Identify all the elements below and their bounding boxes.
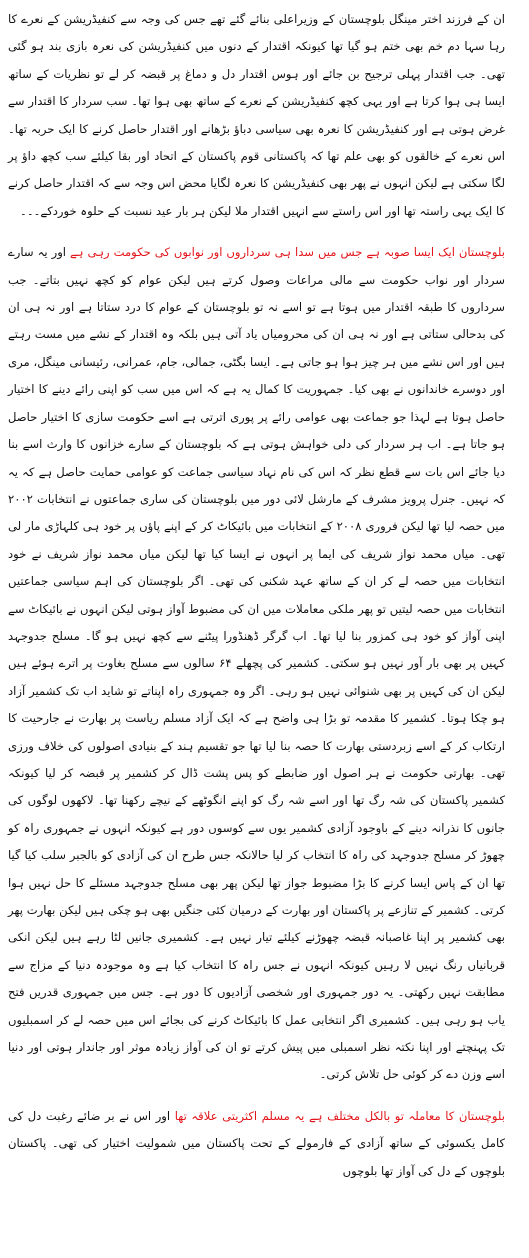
paragraph-3-highlight: بلوچستان کا معاملہ تو بالکل مختلف ہے یہ مسلم اکثریتی علاقہ تھا — [174, 1108, 505, 1123]
paragraph-1-text: ان کے فرزند اختر مینگل بلوچستان کے وزیراعلی بنائے گئے تھے جس کی وجہ سے کنفیڈریشن کے نعرے کا رہا سہا دم خم بھی ختم ہو گیا تھا کیونکہ اقتدار کے دنوں میں کنفیڈریشن کی نعرہ بازی بند ہو گئی تھی۔ جب اقتدار پہلی ترجیح بن جائے اور ہوس اقتدار دل و دماغ پر قبضہ کر لے تو نظریات کے ساتھ ایسا ہی ہوا کرتا ہے اور یہی کچھ کنفیڈریشن کے نعرے کے ساتھ بھی ہوا تھا۔ سب سردار کا اقتدار سے غرض ہوتی ہے اور کنفیڈریشن کا نعرہ بھی سیاسی دباؤ بڑھانے اور اقتدار حاصل کرنے کا ایک حربہ تھا۔ اس نعرے کے خالقوں کو بھی علم تھا کہ پاکستانی قوم پاکستان کے اتحاد اور بقا کیلئے سب کچھ داؤ پر لگا سکتی ہے لیکن انہوں نے پھر بھی کنفیڈریشن کا نعرہ لگایا محض اس وجہ سے کہ اقتدار حاصل کرنے کا ایک یہی راستہ تھا اور اس راستے سے انہیں اقتدار ملا لیکن ہر بار عید نسبت کے حلوہ خوردکے۔۔۔ — [8, 12, 505, 218]
paragraph-1 — [8, 6, 505, 225]
paragraph-3 — [8, 1103, 505, 1185]
paragraph-2 — [8, 239, 505, 1089]
paragraph-3-text: اور اس نے بر ضائے رغبت دل کی کامل یکسوئی کے ساتھ آزادی کے فارمولے کے تحت پاکستان میں شمولیت اختیار کی تھی۔ پاکستان بلوچوں کے دل کی آواز تھا بلوچوں — [8, 1108, 505, 1178]
paragraph-2-text: اور یہ سارے سردار اور نواب حکومت سے مالی مراعات وصول کرتے ہیں لیکن عوام کو کچھ نہیں بتاتے۔ جب سرداروں کا طبقہ اقتدار میں ہوتا ہے تو اسے نہ تو بلوچستان کے عوام کا درد ستاتا ہے اور نہ ہی ان کی بدحالی ستاتی ہے اور نہ ہی ان کی محرومیاں یاد آتی ہیں بلکہ وہ اقتدار کے نشے میں مست رہتے ہیں اور اس نشے میں ہر چیز ہوا ہو جاتی ہے۔ ایسا بگٹی، جمالی، جام، عمرانی، رئیسانی مینگل، مری اور دوسرے خاندانوں نے بھی کیا۔ جمہوریت کا کمال یہ ہے کہ اس میں سب کو اپنی رائے دینے کا اختیار حاصل ہوتا ہے لہذا جو جماعت بھی عوامی رائے پر پوری اترتی ہے اسے حکومت سازی کا اختیار حاصل ہو جاتا ہے۔ اب ہر سردار کی دلی خواہش ہوتی ہے کہ بلوچستان کے سارے خزانوں کا وارث اسے بنا دیا جائے اس بات سے قطع نظر کہ اس کی نام نہاد سیاسی جماعت کو عوامی حمایت حاصل ہے کہ یہ کہ نہیں۔ جنرل پرویز مشرف کے مارشل لائی دور میں بلوچستان کی ساری جماعتوں نے انتخابات ۲۰۰۲ میں حصہ لیا تھا لیکن فروری ۲۰۰۸ کے انتخابات میں بائیکاٹ کر کے اپنے پاؤں پر خود ہی کلہاڑی مار لی تھی۔ میاں محمد نواز شریف کی ایما پر انہوں نے ایسا کیا تھا لیکن میاں محمد نواز شریف نے خود انتخابات میں حصہ لے کر ان کے ساتھ عہد شکنی کی تھی۔ اگر بلوچستان کی اہم سیاسی جماعتیں انتخابات میں حصہ لیتیں تو پھر ملکی معاملات میں ان کی مضبوط آواز ہوتی لیکن انہوں نے بائیکاٹ سے اپنی آواز کو خود ہی کمزور بنا لیا تھا۔ اب گرگر ڈھنڈورا پیٹنے سے کچھ نہیں ہو گا۔ مسلح جدوجہد کہیں پر بھی بار آور نہیں ہو سکتی۔ کشمیر کی پچھلے ۶۴ سالوں سے مسلح بغاوت پر اترے ہوئے ہیں لیکن ان کی کہیں پر بھی شنوائی نہیں ہو رہی۔ اگر وہ جمہوری راہ اپناتے تو شاید اب تک کشمیر آزاد ہو چکا ہوتا۔ کشمیر کا مقدمہ تو بڑا ہی واضح ہے کہ ایک آزاد مسلم ریاست پر بھارت نے جارحیت کا ارتکاب کر کے اسے زبردستی بھارت کا حصہ بنا لیا تھا جو تقسیم ہند کے بنیادی اصولوں کی خلاف ورزی تھی۔ بھارتی حکومت نے ہر اصول اور ضابطے کو پس پشت ڈال کر کشمیر پر قبضہ کر لیا کیونکہ کشمیر پاکستان کی شہ رگ تھا اور اسے شہ رگ کو اپنے انگوٹھے کے نیچے رکھنا تھا۔ لاکھوں لوگوں کی جانوں کا نذرانہ دینے کے باوجود آزادی کشمیر یوں سے کوسوں دور ہے کیونکہ انہوں نے جمہوری راہ کو چھوڑ کر مسلح جدوجہد کی راہ کا انتخاب کر لیا حالانکہ جس طرح ان کی آزادی کو بالجبر سلب کیا گیا تھا ان کے پاس ایسا کرنے کا بڑا مضبوط جواز تھا لیکن پھر بھی مسلح جدوجہد مسئلے کا حل نہیں ہوا کرتی۔ کشمیر کے تنازعے پر پاکستان اور بھارت کے درمیان کئی جنگیں بھی ہو چکی ہیں لیکن بھارت پھر بھی کشمیر پر اپنا غاصبانہ قبضہ چھوڑنے کیلئے تیار نہیں ہے۔ کشمیری جانیں لٹا رہے ہیں لیکن انکی قربانیاں رنگ نہیں لا رہیں کیونکہ انہوں نے جس راہ کا انتخاب کیا ہے وہ موجودہ دنیا کے مزاج سے مطابقت نہیں رکھتی۔ یہ دور جمہوری اور شخصی آزادیوں کا دور ہے۔ جس میں جمہوری قدریں فتح یاب ہو رہی ہیں۔ کشمیری اگر انتخابی عمل کا بائیکاٹ کرنے کی بجائے اس میں حصہ لے کر اسمبلیوں تک پہنچتے اور اپنا نکتہ نظر اسمبلی میں پیش کرتے تو ان کی آواز زیادہ موثر اور جاندار ہوتی اور دنیا اسے وزن دے کر کوئی حل تلاش کرتی۔ — [8, 245, 505, 1082]
paragraph-2-highlight: بلوچستان ایک ایسا صوبہ ہے جس میں سدا ہی سرداروں اور نوابوں کی حکومت رہی ہے — [70, 245, 505, 260]
